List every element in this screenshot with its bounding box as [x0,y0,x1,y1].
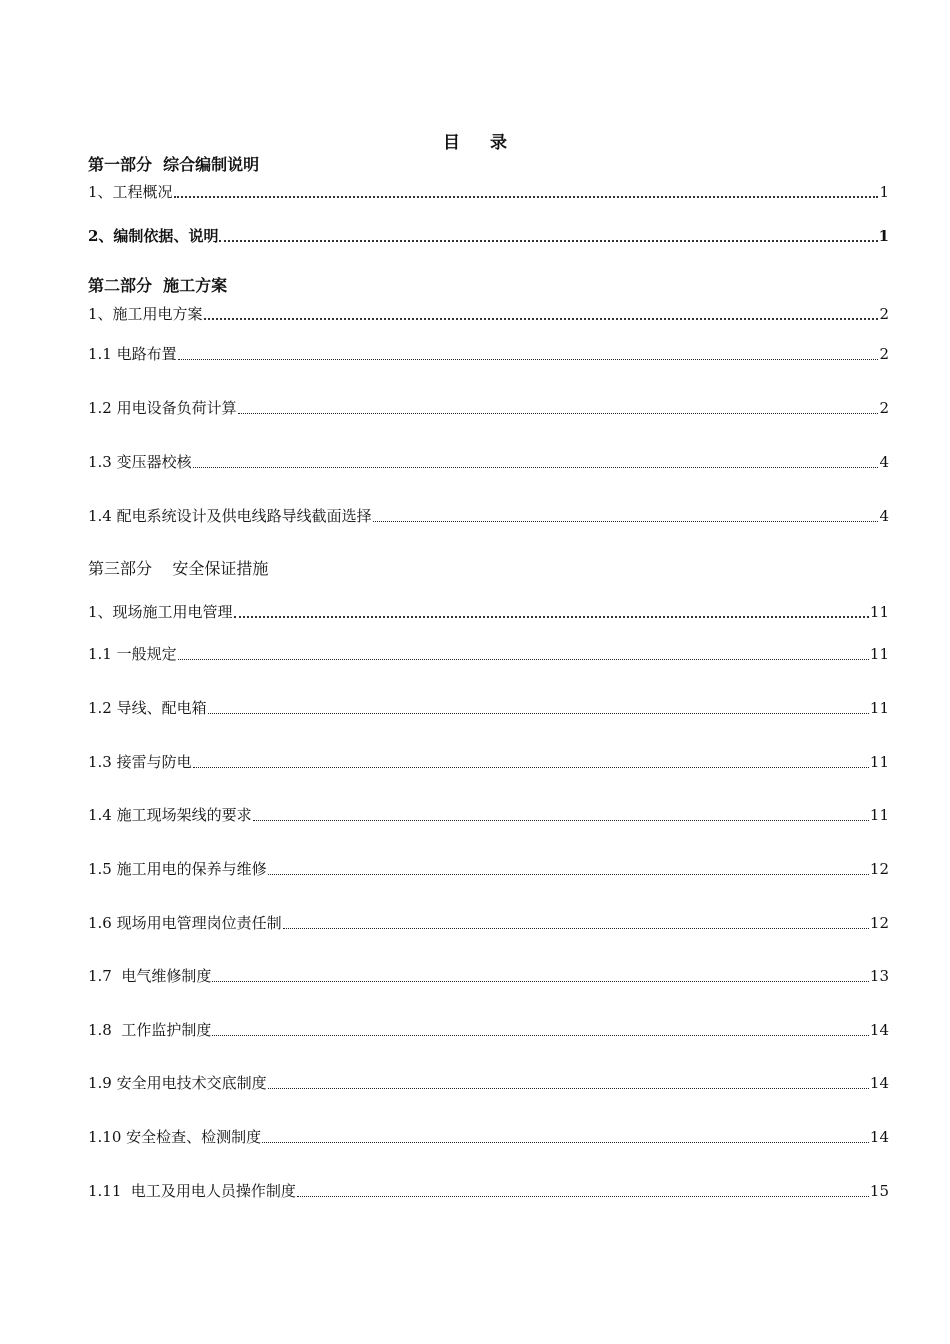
toc-title [0,128,950,153]
toc-entry[interactable] [88,642,889,664]
toc-entry-label: 2、编制依据、说明 [88,227,219,245]
toc-entry-label: 1、工程概况 [88,183,173,201]
toc-entry-label: 1.2 用电设备负荷计算 [88,399,237,417]
part1-heading: 第一部分 综合编制说明 [88,155,260,174]
toc-title-char-2: 录 [490,133,507,153]
toc-entry-label: 1.6 现场用电管理岗位责任制 [88,914,282,932]
toc-leader [212,971,869,982]
toc-entry[interactable] [88,964,889,986]
toc-entry-label: 1.1 一般规定 [88,645,177,663]
toc-entry-page: 2 [879,345,889,363]
toc-entry-label: 1.11 电工及用电人员操作制度 [88,1182,296,1200]
toc-entry-label: 1、施工用电方案 [88,305,203,323]
toc-entry-page: 12 [869,860,889,878]
toc-entry-page: 11 [869,699,889,717]
toc-entry-page: 14 [869,1128,889,1146]
toc-entry-page: 4 [879,507,889,525]
toc-leader [208,703,869,714]
toc-entry-page: 13 [869,967,889,985]
toc-leader [178,649,869,660]
toc-entry-page: 11 [869,603,889,621]
toc-leader [204,308,879,320]
toc-entry-label: 1.9 安全用电技术交底制度 [88,1074,267,1092]
toc-entry-label: 1.7 电气维修制度 [88,967,212,985]
toc-entry-page: 2 [879,399,889,417]
toc-leader [238,403,879,414]
toc-leader [253,810,869,821]
toc-entry[interactable] [88,600,889,622]
toc-entry-label: 1.3 变压器校核 [88,453,192,471]
toc-entry-page: 14 [869,1021,889,1039]
toc-entry-page: 14 [869,1074,889,1092]
toc-leader [174,186,879,198]
toc-entry[interactable] [88,696,889,718]
toc-entry-label: 1.10 安全检查、检测制度 [88,1128,262,1146]
toc-entry-page: 4 [879,453,889,471]
toc-entry[interactable] [88,504,889,526]
toc-entry[interactable] [88,1179,889,1201]
toc-leader [193,457,879,468]
toc-leader [234,606,869,618]
toc-entry[interactable] [88,1018,889,1040]
toc-entry-label: 1.4 配电系统设计及供电线路导线截面选择 [88,507,372,525]
toc-leader [297,1186,869,1197]
part2-heading: 第二部分 施工方案 [88,276,228,295]
toc-entry-page: 11 [869,645,889,663]
toc-entry-page: 15 [869,1182,889,1200]
toc-entry[interactable] [88,302,889,324]
toc-leader [268,864,869,875]
toc-entry-page: 11 [869,806,889,824]
toc-entry-page: 12 [869,914,889,932]
toc-entry[interactable] [88,224,889,246]
toc-leader [219,230,877,242]
toc-entry-page: 11 [869,753,889,771]
toc-entry[interactable] [88,450,889,472]
toc-entry[interactable] [88,857,889,879]
toc-leader [268,1078,869,1089]
toc-entry-label: 1.5 施工用电的保养与维修 [88,860,267,878]
toc-entry[interactable] [88,750,889,772]
toc-entry[interactable] [88,396,889,418]
toc-entry-label: 1.3 接雷与防电 [88,753,192,771]
toc-entry[interactable] [88,180,889,202]
toc-leader [193,757,869,768]
toc-entry[interactable] [88,803,889,825]
toc-entry-page: 1 [878,227,889,245]
toc-title-char-1: 目 [443,133,460,153]
toc-entry-page: 1 [879,183,889,201]
part3-heading: 第三部分 安全保证措施 [88,559,269,578]
toc-leader [212,1025,869,1036]
toc-entry-page: 2 [879,305,889,323]
toc-entry[interactable] [88,1071,889,1093]
toc-leader [178,349,879,360]
toc-entry-label: 1.8 工作监护制度 [88,1021,212,1039]
toc-entry-label: 1.1 电路布置 [88,345,177,363]
toc-leader [262,1132,869,1143]
toc-entry[interactable] [88,1125,889,1147]
toc-entry-label: 1.4 施工现场架线的要求 [88,806,252,824]
toc-entry-label: 1、现场施工用电管理 [88,603,233,621]
toc-entry[interactable] [88,342,889,364]
toc-entry[interactable] [88,911,889,933]
toc-entry-label: 1.2 导线、配电箱 [88,699,207,717]
toc-leader [283,918,869,929]
toc-leader [373,511,879,522]
